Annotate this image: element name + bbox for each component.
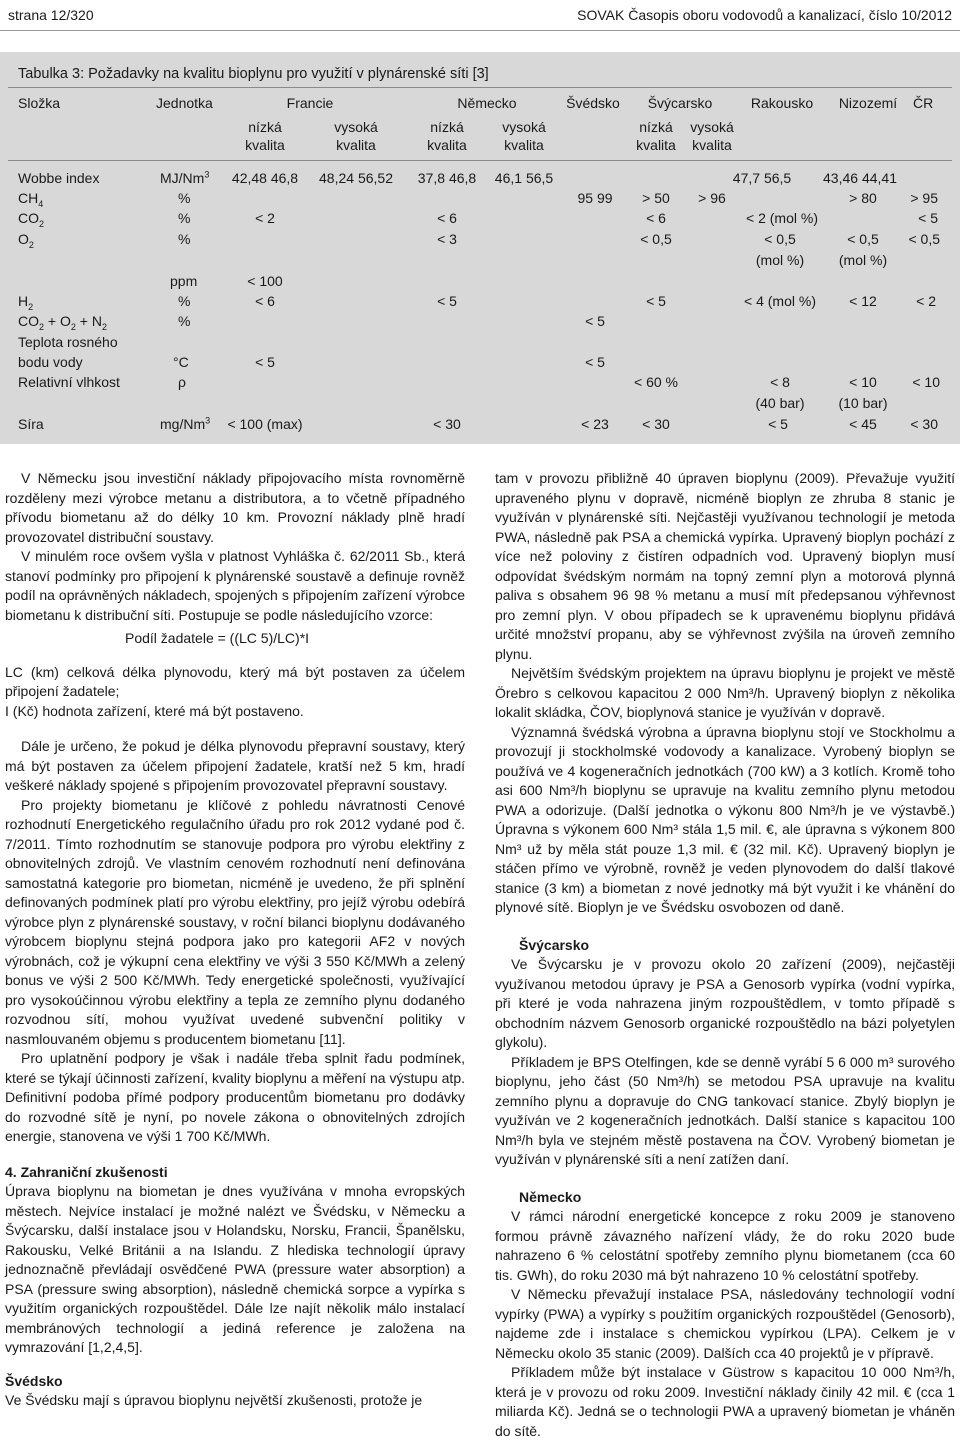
right-column	[495, 469, 955, 1441]
row-sulfur-nl: < 45	[849, 416, 877, 432]
row-sulfur-name: Síra	[18, 416, 44, 432]
paragraph: Ve Švýcarsku je v provozu okolo 20 zařízení (2009), nejčastěji využívanou metodou úpravy je PSA a Genosorb vypírka (vodní vypírka, při které je voda nahrazena jiným rozpouštědlem, v tomto případě s obchodním názvem Genosorb organické rozpouštědlo na bázi polyetylen glykolu).	[495, 956, 955, 1050]
row-h2-fr: < 6	[255, 293, 275, 309]
row-wobbe-at: 47,7 56,5	[732, 170, 792, 186]
subsection-heading: Německo	[519, 1188, 582, 1205]
left-column	[5, 469, 465, 1411]
row-dew-se: < 5	[585, 354, 605, 370]
table-top-rule	[8, 87, 952, 88]
row-wobbe-de-high: 46,1 56,5	[494, 170, 554, 186]
sub-ch-low-2: kvalita	[636, 137, 676, 153]
row-dew-name-2: bodu vody	[18, 354, 83, 370]
row-h2-unit: %	[178, 293, 191, 309]
spacer	[495, 918, 955, 936]
col-header-francie: Francie	[286, 95, 334, 111]
row-humidity-at: < 8	[770, 374, 790, 390]
col-header-slozka: Složka	[18, 95, 61, 111]
col-header-svedsko: Švédsko	[566, 95, 620, 111]
row-h2-de: < 5	[437, 293, 457, 309]
row-ppm-fr: < 100	[247, 273, 283, 289]
header-divider	[0, 30, 960, 31]
subsection-heading: Švýcarsko	[519, 936, 590, 953]
spacer	[5, 1358, 465, 1372]
col-header-svycarsko: Švýcarsko	[647, 95, 713, 111]
row-co2-de: < 6	[437, 210, 457, 226]
row-co2-fr: < 2	[255, 210, 275, 226]
sub-de-high-2: kvalita	[504, 137, 544, 153]
row-sulfur-fr: < 100 (max)	[227, 416, 303, 432]
row-wobbe-fr-high: 48,24 56,52	[319, 170, 393, 186]
paragraph: Pro uplatnění podpory je však i nadále třeba splnit řadu podmínek, které se týkají účinnosti zařízení, kvality bioplynu a měření na výstupu atp. Definitivní podoba přímé podpory producentům biometanu pro dodávky do rozvodné sítě je nyní, po novele zákona o obnovitelných zdrojích energie, stanovena ve výši 1 700 Kč/MWh.	[5, 1050, 465, 1144]
row-co2-name: $CO_2$	[18, 210, 45, 229]
row-ch4-nl: > 80	[849, 190, 877, 206]
col-header-cr: ČR	[913, 95, 934, 111]
sub-ch-high-2: kvalita	[692, 137, 732, 153]
requirements-table	[0, 52, 960, 444]
spacer	[5, 1147, 465, 1163]
sub-ch-high: vysoká	[690, 119, 734, 135]
paragraph: Významná švédská výrobna a úpravna bioplynu stojí ve Stockholmu a provozují ji stockholmské vodovody a kanalizace. Vyrobený bioplyn se používá ve 4 kogeneračních jednotkách (700 kW) a 3 kotlích. Kromě toho asi 600 Nm³/h bioplynu se upravuje na kvalitu zemního plynu metodou PWA a odorizuje. (Další jednotka o výkonu 800 Nm³/h je ve výstavbě.) Úpravna s výkonem 600 Nm³ stála 1,5 mil. €, ale úpravna s výkonem 800 Nm³ už by měla stát pouze 1,3 mil. € (32 mil. Kč). Upravený bioplyn je stáčen přímo ve výrobně, rovněž je veden plynovodem do další tlakové stanice (3 km) a biometan z nové jednotky má být využit i ke vhánění do plynové sítě. Bioplyn je ve Švédsku osvobozen od daně.	[495, 723, 955, 915]
paragraph: tam v provozu přibližně 40 úpraven bioplynu (2009). Převažuje využití upraveného plynu v dopravě, nicméně bioplyn ze zhruba 8 stanic je využíván v plynárenské síti. Nejčastěji využívanou technologií je metoda PWA, následně pak PSA a chemická vypírka. Upravený bioplyn pochází z více než poloviny z čistíren odpadních vod. Upravený bioplyn musí odpovídat švédským normám na topný zemní plyn a motorová plynná paliva s obsahem 96 98 % metanu a musí mít předepsanou výhřevnost pro zemní plyn. V obou případech se k upravenému bioplynu přidává určité množství propanu, aby se výhřevnost zvýšila na úroveň zemního plynu.	[495, 470, 955, 662]
row-o2-at-unit: (mol %)	[755, 252, 805, 268]
sub-de-low-2: kvalita	[427, 137, 467, 153]
row-ppm-unit: ppm	[170, 273, 198, 289]
paragraph: V rámci národní energetické koncepce z roku 2009 je stanoveno formou právně závazného nařízení vlády, že do roku 2020 bude nahrazeno 6 % celostátní spotřeby zemního plynu biometanem (cca 60 tis. GWh), do roku 2030 má být nahrazeno 10 % celostátní spotřeby.	[495, 1208, 955, 1283]
col-header-nizozemi: Nizozemí	[838, 95, 898, 111]
row-o2-nl: < 0,5	[847, 231, 879, 247]
row-co2-cr: < 5	[918, 210, 938, 226]
row-o2-unit: %	[178, 231, 191, 247]
paragraph: Pro projekty biometanu je klíčové z pohledu návratnosti Cenové rozhodnutí Energetického regulačního úřadu pro rok 2012 vydané pod č. 7/2011. Tímto rozhodnutím se stanovuje podpora pro výrobu elektřiny z obnovitelných zdrojů. Ve vlastním cenovém rozhodnutí není definována samostatná kategorie pro biometan, nicméně je uvedeno, že při splnění definovaných podmínek platí pro výrobu elektřiny, pro jejíž výrobu odebírá výrobce plyn z plynárenské soustavy, v roční bilanci bioplynu dodávaného výrobcem bioplynu stejná podpora jako pro kategorii AF2 v nových výrobnách, což je výkupní cena elektřiny ve výši 3 550 Kč/MWh a zelený bonus ve výši 2 500 Kč/MWh. Tedy energetické společnosti, využívající pro vysokoúčinnou výrobu elektřiny a tepla ze zemního plynu dodaného rozvodnou sítí, mohou využívat uvedené subvenční politiky v nasmlouvaném objemu s producentem biometanu [11].	[5, 796, 465, 1047]
row-humidity-cr: < 10	[912, 374, 940, 390]
row-co2-at: < 2 (mol %)	[746, 210, 818, 226]
row-humidity-ch: < 60 %	[634, 374, 678, 390]
spacer	[495, 1170, 955, 1188]
page-number: strana 12/320	[8, 7, 94, 23]
row-humidity-at-unit: (40 bar)	[755, 395, 805, 411]
row-wobbe-fr-low: 42,48 46,8	[231, 170, 299, 186]
spacer	[5, 721, 465, 737]
definition-i: I (Kč) hodnota zařízení, které má být postaveno.	[5, 702, 304, 719]
row-ch4-cr: > 95	[910, 190, 938, 206]
journal-title: SOVAK Časopis oboru vodovodů a kanalizací, číslo 10/2012	[577, 7, 952, 23]
row-o2-at: < 0,5	[764, 231, 796, 247]
row-humidity-nl-unit: (10 bar)	[838, 395, 888, 411]
paragraph: V Německu převažují instalace PSA, následovány technologií vodní vypírky (PWA) a vypírky s použitím organických rozpouštědel (Genosorb), najdeme zde i instalace s chemickou vypírkou (LPA). Celkem je v Německu okolo 35 stanic (2009). Dalších cca 40 projektů je v přípravě.	[495, 1286, 955, 1361]
row-dew-unit: °C	[173, 354, 189, 370]
sub-de-low: nízká	[430, 119, 464, 135]
sub-ch-low: nízká	[639, 119, 673, 135]
row-dew-name-1: Teplota rosného	[18, 334, 118, 350]
row-co2o2n2-unit: %	[178, 313, 191, 329]
row-sulfur-se: < 23	[581, 416, 609, 432]
section-heading: 4. Zahraniční zkušenosti	[5, 1163, 168, 1180]
row-dew-fr: < 5	[255, 354, 275, 370]
row-ch4-se: 95 99	[577, 190, 613, 206]
row-o2-de: < 3	[437, 231, 457, 247]
paragraph: Největším švédským projektem na úpravu bioplynu je projekt ve městě Örebro s celkovou kapacitou 2 000 Nm³/h. Upravený bioplyn z několika lokalit skládka, ČOV, bioplynová stanice je využíván v dopravě.	[495, 665, 955, 720]
row-sulfur-at: < 5	[768, 416, 788, 432]
row-h2-at: < 4 (mol %)	[744, 293, 816, 309]
row-co2o2n2-se: < 5	[585, 313, 605, 329]
paragraph: V Německu jsou investiční náklady připojovacího místa rovnoměrně rozděleny mezi výrobce metanu a distributora, a to včetně případného přívodu biometanu až do délky 10 km. Provozní náklady plně hradí provozovatel distribuční soustavy.	[5, 470, 465, 545]
row-co2-ch: < 6	[646, 210, 666, 226]
paragraph: Úprava bioplynu na biometan je dnes využívána v mnoha evropských městech. Nejvíce instalací je možné nalézt ve Švédsku, v Německu a Švýcarsku, další instalace jsou v Holandsku, Norsku, Francii, Španělsku, Rakousku, Velké Británii a na Islandu. Z hlediska technologií úpravy jednoznačně převládají osvědčené PWA (pressure water absorption) a PSA (pressure swing absorption), následně chemická sorpce a vypírka s využitím organických rozpouštědel. Dále lze najít několik málo instalací membránových technologií a jediná reference je založena na vymrazování [1,2,4,5].	[5, 1183, 465, 1355]
row-sulfur-ch: < 30	[642, 416, 670, 432]
formula: Podíl žadatele = ((LC 5)/LC)*I	[125, 630, 310, 646]
row-co2o2n2-name: $CO_2 + O_2 + N_2$	[18, 313, 107, 332]
row-sulfur-cr: < 30	[910, 416, 938, 432]
row-h2-cr: < 2	[916, 293, 936, 309]
paragraph: Dále je určeno, že pokud je délka plynovodu přepravní soustavy, který má být postaven za účelem připojení žadatele, kratší než 5 km, hradí veškeré náklady spojené s připojením provozovatel přepravní soustavy.	[5, 738, 465, 793]
row-wobbe-de-low: 37,8 46,8	[417, 170, 477, 186]
row-ch4-ch-high: > 96	[698, 190, 726, 206]
col-header-jednotka: Jednotka	[156, 95, 213, 111]
row-humidity-nl: < 10	[849, 374, 877, 390]
row-h2-nl: < 12	[849, 293, 877, 309]
row-wobbe-unit: MJ/Nm$^3$	[160, 169, 210, 186]
row-ch4-unit: %	[178, 190, 191, 206]
sub-de-high: vysoká	[502, 119, 546, 135]
row-ch4-ch-low: > 50	[642, 190, 670, 206]
sub-fr-high: vysoká	[334, 119, 378, 135]
row-h2-ch: < 5	[646, 293, 666, 309]
sub-fr-low-2: kvalita	[245, 137, 285, 153]
row-humidity-name: Relativní vlhkost	[18, 374, 120, 390]
row-humidity-unit: ρ	[178, 374, 186, 390]
row-h2-name: $H_2$	[18, 293, 34, 312]
row-o2-ch: < 0,5	[640, 231, 672, 247]
paragraph: Příkladem může být instalace v Güstrow s kapacitou 10 000 Nm³/h, která je v provozu od roku 2009. Investiční náklady činily 42 mil. € (cca 1 miliarda Kč). Jedná se o technologii PWA a upravený biometan je vháněn do sítě.	[495, 1364, 955, 1439]
row-o2-nl-unit: (mol %)	[838, 252, 888, 268]
row-sulfur-de: < 30	[433, 416, 461, 432]
subsection-heading: Švédsko	[5, 1372, 63, 1389]
table-title: Tabulka 3: Požadavky na kvalitu bioplynu pro využití v plynárenské síti [3]	[18, 66, 489, 82]
row-wobbe-nl: 43,46 44,41	[823, 170, 897, 186]
definition-lc: LC (km) celková délka plynovodu, který má být postaven za účelem připojení žadatele;	[5, 663, 465, 699]
paragraph: Příkladem je BPS Otelfingen, kde se denně vyrábí 5 6 000 m³ surového bioplynu, jeho část (50 Nm³/h) se metodou PSA upravuje na kvalitu zemního plynu a dopravuje do CNG tankovací stanice. Zbylý bioplyn je využíván ve 2 kogeneračních jednotkách. Další stanice s kapacitou 100 Nm³/h byla ve stejném městě postavena na ČOV. Vyrobený biometan je využíván v plynárenské síti a není zatížen daní.	[495, 1053, 955, 1167]
row-wobbe-name: Wobbe index	[18, 170, 100, 186]
table-header-rule	[8, 160, 952, 161]
sub-fr-high-2: kvalita	[336, 137, 376, 153]
paragraph: Ve Švédsku mají s úpravou bioplynu největší zkušenosti, protože je	[5, 1392, 423, 1408]
sub-fr-low: nízká	[248, 119, 282, 135]
col-header-rakousko: Rakousko	[750, 95, 814, 111]
col-header-nemecko: Německo	[457, 95, 517, 111]
page-header	[0, 0, 960, 30]
row-o2-name: $O_2$	[18, 231, 34, 250]
row-co2-unit: %	[178, 210, 191, 226]
row-o2-cr: < 0,5	[908, 231, 940, 247]
paragraph: V minulém roce ovšem vyšla v platnost Vyhláška č. 62/2011 Sb., která stanoví podmínky pro připojení k plynárenské soustavě a definuje rovněž podíl na oprávněných nákladech, spojených s připojením zařízení výrobce biometanu k distribuční síti. Postupuje se podle následujícího vzorce:	[5, 548, 465, 623]
row-ch4-name: $CH_4$	[18, 190, 44, 209]
row-sulfur-unit: mg/Nm$^3$	[160, 415, 211, 432]
